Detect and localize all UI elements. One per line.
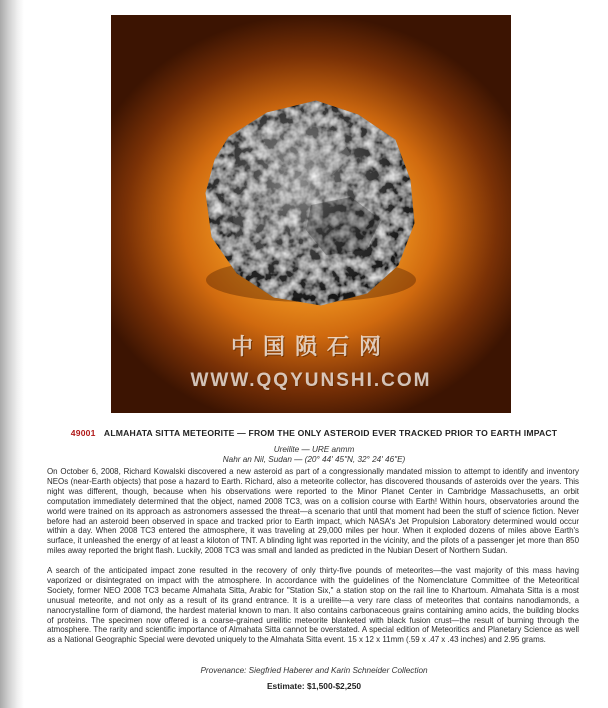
lot-location: Nahr an Nil, Sudan — (20° 44' 45"N, 32° 24' 46"E) xyxy=(222,455,406,464)
lot-title: ALMAHATA SITTA METEORITE — FROM THE ONLY ASTEROID EVER TRACKED PRIOR TO EARTH IMPACT xyxy=(103,428,558,438)
page-binding-shadow xyxy=(0,0,24,708)
watermark-site-name: 中国陨石网 xyxy=(230,334,391,359)
description-paragraph: On October 6, 2008, Richard Kowalski discovered a new asteroid as part of a congressionally mandated mission to attempt to identify and inventory NEOs (near-Earth objects) that pose a hazard to Earth. Richard, also a meteorite collector, has discovered thousands of asteroids over the years. This night was different, though, because when his observations were reported to the Minor Planet Center in Cambridge Massachusetts, an orbit computation immediately determined that the object, named 2008 TC3, was on a collision course with Earth! Within hours, observatories around the world were trained on its approach as astronomers assessed the threat—a scenario that until that moment had been the stuff of science fiction. Never before had an asteroid been observed in space and tracked prior to Earth impact, which NASA's Jet Propulsion Laboratory determined would occur within a day. When 2008 TC3 entered the atmosphere, it was traveling at 29,000 miles per hour. When it exploded dozens of miles above Earth's surface, it unleashed the energy of at least a kiloton of TNT. A blinding light was reported in the vicinity, and the pilots of a passenger jet more than 850 miles away reported the bright flash. Luckily, 2008 TC3 was small and landed as predicted in the Nubian Desert of Northern Sudan. xyxy=(47,467,579,556)
lot-header xyxy=(20,428,608,438)
watermark-site-url: WWW.QQYUNSHI.COM xyxy=(190,370,432,391)
provenance: Provenance: Siegfried Haberer and Karin Schneider Collection xyxy=(200,666,428,675)
meteorite-photo xyxy=(111,15,511,413)
lot-number: 49001 xyxy=(70,428,96,438)
description-paragraph: A search of the anticipated impact zone resulted in the recovery of only thirty-five pounds of meteorites—the vast majority of this mass having vaporized or disintegrated on impact with the atmosphere. In accordance with the guidelines of the Nomenclature Committee of the Meteoritical Society, former NEO 2008 TC3 became Almahata Sitta, Arabic for "Station Six," a station stop on the rail line to Khartoum. Almahata Sitta is a most unusual meteorite, and not only as a result of its grand entrance. It is a ureilite—a very rare class of meteorites that contains nanodiamonds, a nanocrystalline form of diamond, the hardest material known to man. It also contains carbonaceous grains containing amino acids, the building blocks of proteins. The specimen now offered is a coarse-grained ureilitic meteorite blanketed with black fusion crust—the result of burning through the atmosphere. The rarity and scientific importance of Almahata Sitta cannot be overstated. A special edition of Meteoritics and Planetary Science as well as a National Geographic Special were devoted uniquely to the Almahata Sitta event. 15 x 12 x 11mm (.59 x .47 x .43 inches) and 2.95 grams. xyxy=(47,566,579,645)
lot-classification: Ureilite — URE anmm xyxy=(273,445,355,454)
estimate: Estimate: $1,500-$2,250 xyxy=(266,681,362,691)
